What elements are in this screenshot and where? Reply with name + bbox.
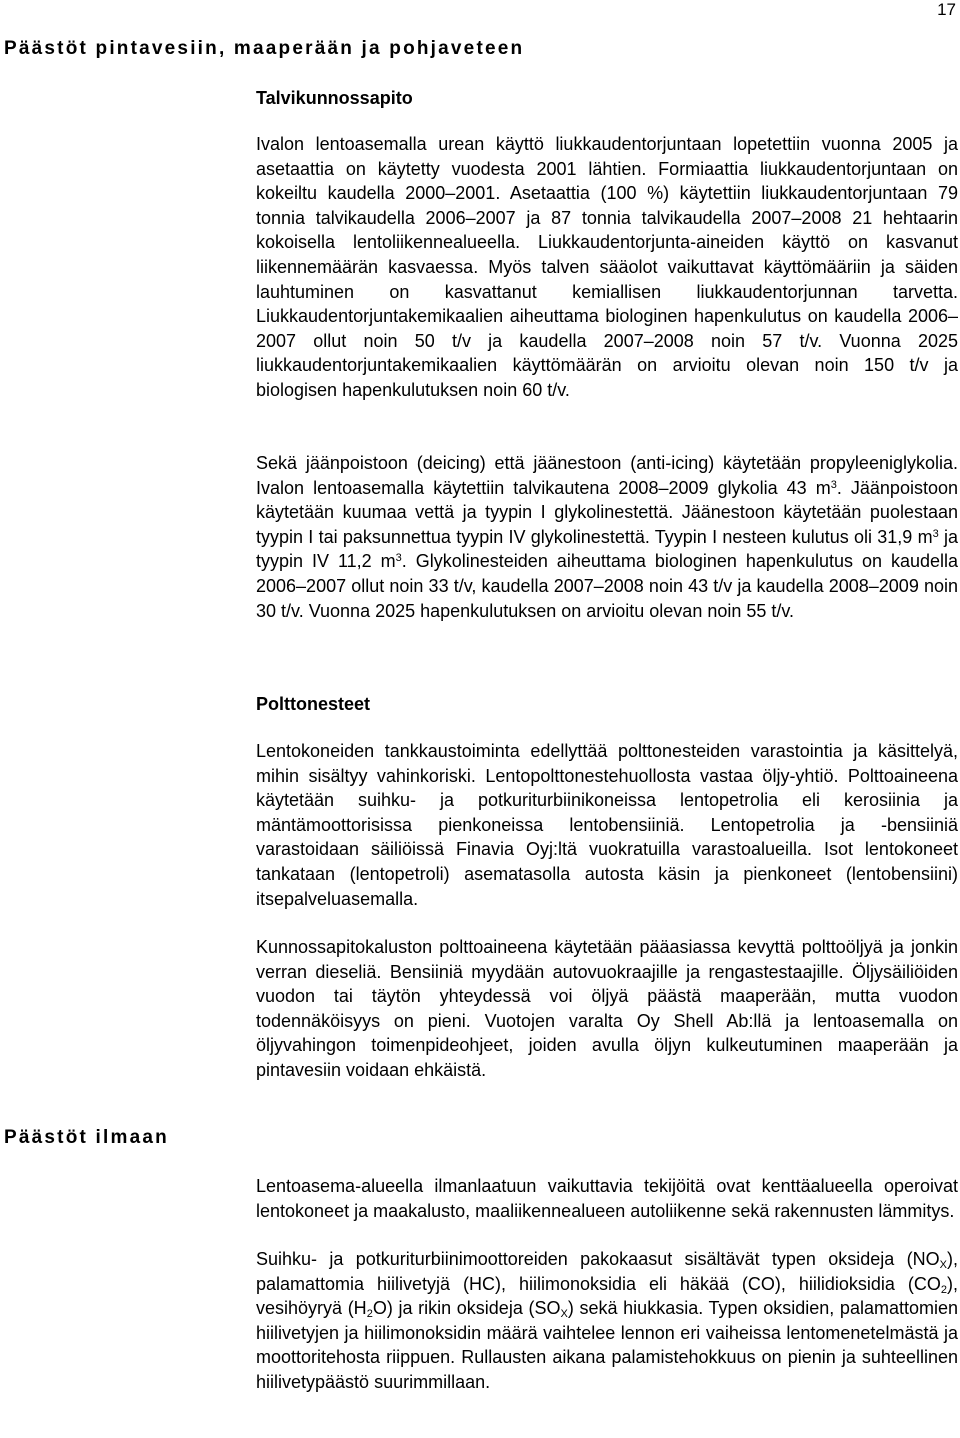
paragraph-air-quality: Lentoasema-alueella ilmanlaatuun vaikuttavia tekijöitä ovat kenttäalueella operoivat lentokoneet ja maakalusto, maaliikennealueen autoliikenne sekä rakennusten lämmitys. [256,1176,958,1221]
paragraph-deicing-usage: Ivalon lentoasemalla urean käyttö liukkaudentorjuntaan lopetettiin vuonna 2005 ja asetaattia on käytetty vuodesta 2001 lähtien. Formiaattia liukkaudentorjuntaan on kokeiltu kaudella 2000–2001. Asetaattia (100 %) käytettiin liukkaudentorjuntaan 79 tonnia talvikaudella 2006–2007 ja 87 tonnia talvikaudella 2007–2008 21 hehtaarin kokoisella lentoliikennealueella. Liukkaudentorjunta-aineiden käyttö on kasvanut liikennemäärän kasvaessa. Myös talven sääolot vaikuttavat käyttömääriin ja säiden lauhtuminen on kasvattanut kemiallisen liukkaudentorjunnan tarvetta. Liukkaudentorjuntakemikaalien aiheuttama biologinen hapenkulutus on kaudella 2006–2007 ollut noin 50 t/v ja kaudella 2007–2008 noin 57 t/v. Vuonna 2025 liukkaudentorjuntakemikaalien käyttömäärän on arvioitu olevan noin 150 t/v ja biologisen hapenkulutuksen noin 60 t/v. [256,134,958,400]
paragraph-glycol: Sekä jäänpoistoon (deicing) että jäänestoon (anti-icing) käytetään propyleeniglykolia. Ivalon lentoasemalla käytettiin talvikautena 2008–2009 glykolia 43 $m^3$. Jäänpoistoon käytetään kuumaa vettä ja tyypin I glykolinestettä. Jäänestoon käytetään puolestaan tyypin I tai paksunnettua tyypin IV glykolinestettä. Tyypin I nesteen kulutus oli 31,9 $m^3$ ja tyypin IV 11,2 $m^3$. Glykolinesteiden aiheuttama biologinen hapenkulutus on kaudella 2006–2007 ollut noin 33 t/v, kaudella 2007–2008 noin 43 t/v ja kaudella 2008–2009 noin 30 t/v. Vuonna 2025 hapenkulutuksen on arvioitu olevan noin 55 t/v. [256,453,958,621]
section-heading-water-soil: Päästöt pintavesiin, maaperään ja pohjaveteen [4,38,525,59]
subheading-winter-maintenance: Talvikunnossapito [256,88,413,108]
paragraph-fuel-handling: Lentokoneiden tankkaustoiminta edellyttää polttonesteiden varastointia ja käsittelyä, mihin sisältyy vahinkoriski. Lentopolttonestehuollosta vastaa öljy-yhtiö. Polttoaineena käytetään suihku- ja potkuriturbiinikoneissa lentopetrolia eli kerosiinia ja mäntämoottorisissa pienkoneissa lentobensiiniä. Lentopetrolia ja -bensiiniä varastoidaan säiliöissä Finavia Oyj:ltä vuokratuilla varastoalueilla. Isot lentokoneet tankataan (lentopetroli) asematasolla autosta käsin ja pienkoneet (lentobensiini) itsepalveluasemalla. [256,741,958,909]
subheading-fuels: Polttonesteet [256,694,371,714]
paragraph-maintenance-fuel: Kunnossapitokaluston polttoaineena käytetään pääasiassa kevyttä polttoöljyä ja jonkin verran dieseliä. Bensiiniä myydään autovuokraajille ja rengastestaajille. Öljysäiliöiden vuodon tai täytön yhteydessä voi öljyä päästä maaperään, mutta vuodon todennäköisyys on pieni. Vuotojen varalta Oy Shell Ab:llä ja lentoasemalla on öljyvahingon toimenpideohjeet, joiden avulla öljyn kulkeutuminen maaperään ja pintavesiin voidaan ehkäistä. [256,937,958,1080]
paragraph-exhaust: Suihku- ja potkuriturbiinimoottoreiden pakokaasut sisältävät typen oksideja $(NO_X)$, palamattomia hiilivetyjä (HC), hiilimonoksidia eli häkää (CO), hiilidioksidia $(CO_2)$, vesihöyryä $(H_2O)$ ja rikin oksideja $(SO_X)$ sekä hiukkasia. Typen oksidien, palamattomien hiilivetyjen ja hiilimonoksidin määrä vaihtelee lennon eri vaiheissa lentomenetelmästä ja moottoritehosta riippuen. Rullausten aikana palamistehokkuus on pienin ja suhteellinen hiilivetypäästö suurimmillaan. [256,1249,958,1392]
section-heading-air-emissions: Päästöt ilmaan [4,1127,169,1148]
page-number: 17 [937,0,956,19]
